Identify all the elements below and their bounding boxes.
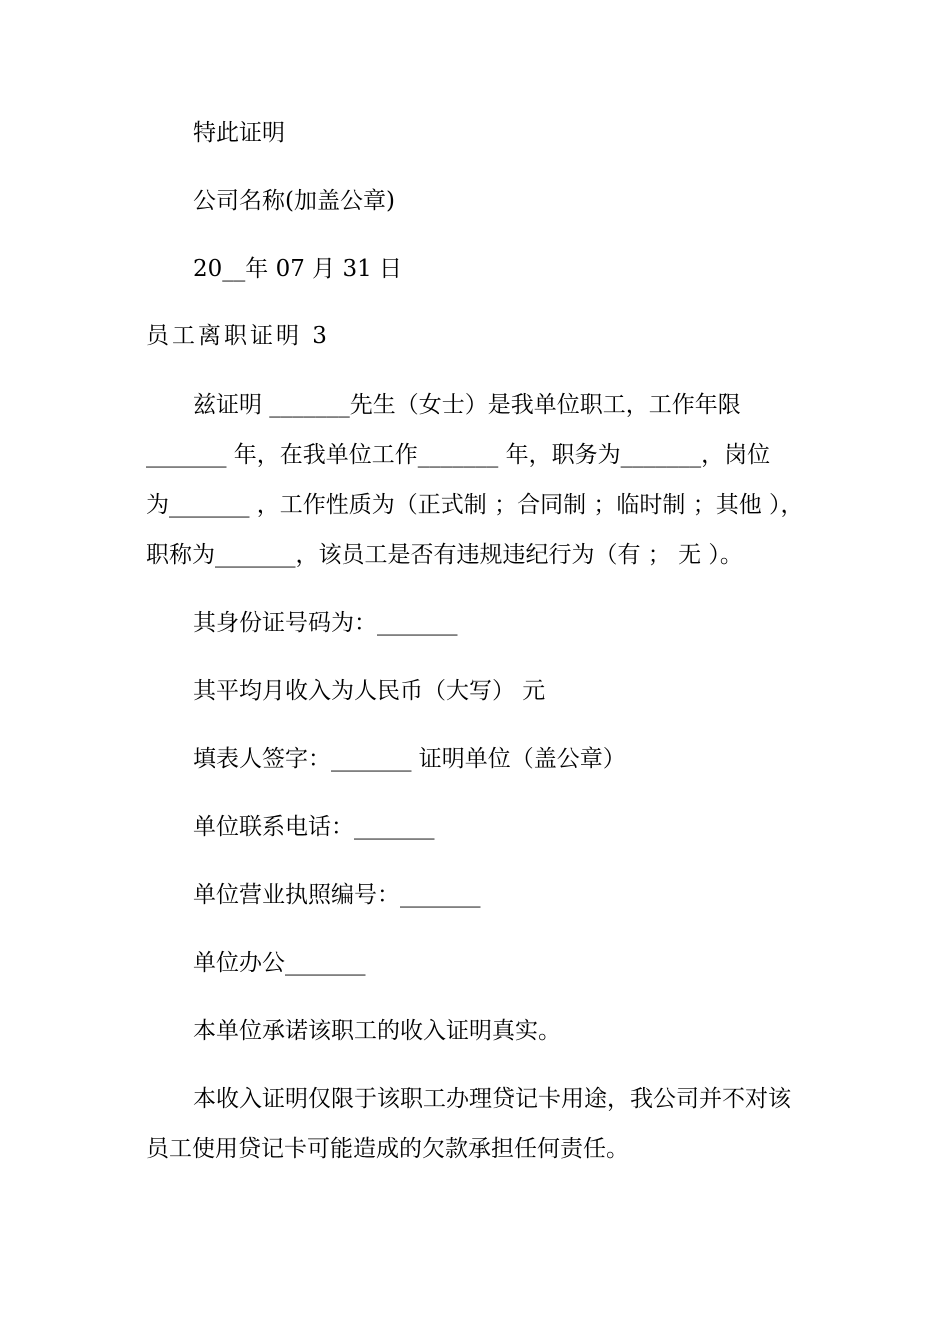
date-line: 20__年 07 月 31 日 (193, 256, 403, 282)
cert-body-line-2: _______ 年，在我单位工作_______ 年，职务为_______，岗位 (146, 442, 771, 468)
monthly-income-line: 其平均月收入为人民币（大写） 元 (193, 678, 546, 704)
license-line: 单位营业执照编号：_______ (193, 882, 481, 908)
office-line: 单位办公_______ (193, 950, 366, 976)
disclaimer-line-2: 员工使用贷记卡可能造成的欠款承担任何责任。 (146, 1136, 629, 1162)
closing-line: 特此证明 (193, 120, 285, 146)
cert-body-line-4: 职称为_______，该员工是否有违规违纪行为（有 ； 无 ）。 (146, 542, 743, 568)
disclaimer-line-1: 本收入证明仅限于该职工办理贷记卡用途，我公司并不对该 (193, 1086, 791, 1112)
section-heading: 员工离职证明 3 (146, 323, 330, 349)
promise-line: 本单位承诺该职工的收入证明真实。 (193, 1018, 561, 1044)
phone-line: 单位联系电话：_______ (193, 814, 435, 840)
company-name-line: 公司名称(加盖公章) (193, 188, 395, 214)
id-number-line: 其身份证号码为：_______ (193, 610, 458, 636)
cert-body-line-1: 兹证明 _______先生（女士）是我单位职工，工作年限 (193, 392, 741, 418)
cert-body-line-3: 为_______ ，工作性质为（正式制 ；合同制 ；临时制 ；其他 ）， (146, 492, 804, 518)
signer-line: 填表人签字：_______ 证明单位（盖公章） (193, 746, 626, 772)
